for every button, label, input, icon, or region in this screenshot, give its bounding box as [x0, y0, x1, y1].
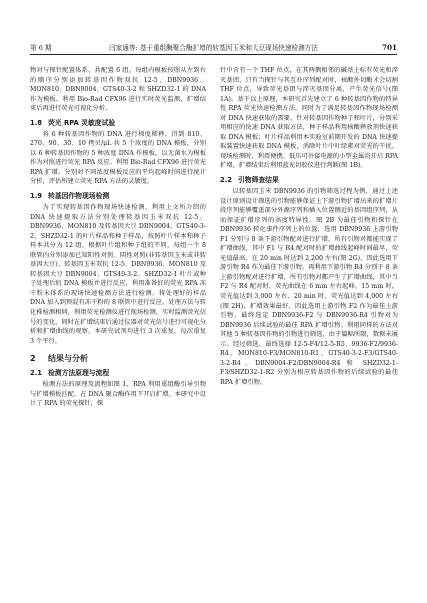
- paragraph: 将 6 种转基因作物的 DNA 进行梯度稀释，得到 810、270、90、30、10 拷贝/μL 共 5 个浓度的 DNA 模板，分别以 6 种转基因作物的 5 种浓度 DNA 作模板，以无菌水为模板作为对照进行荧光 RPA 反应。利用 Bio-Rad CFX96 进行荧光 RPA 扩增。分别对不同浓度模板反应的平均起峰时间进行统计分析，评估所建立荧光 RPA 方法的灵敏度。: [30, 130, 206, 186]
- heading-text: 结果与分析: [48, 354, 88, 364]
- heading-text: 引物筛查结果: [238, 176, 279, 185]
- left-column: [30, 66, 206, 409]
- subsection-heading: [30, 191, 206, 201]
- right-column: [220, 66, 398, 388]
- paragraph: 以转基因玉米 DBN9936 的引物筛选过程为例，通过上述设计原则设计筛选的引物能够保证上下游引物扩增出来的扩增片段序列能够覆盖部分外源序列和插入位置侧近的基因组序列，从而保证扩增序列的高度特异性。图 2B 为最佳引物和探针在 DBN9936 转化事件序列上的位置，选用 DBN9936 上游引物 F1 分别与 8 条下游引物配对进行扩增，所有引物对都能实现了扩增曲线，其中 F1 与 R4 配对时的扩增曲线起峰时间最早，荧光值最高，在 20 min 时达到 2,200 左右(图 2G)，因此选用下游引物 R4 作为最佳下游引物。再利用下游引物 R4 分别于 8 条上游引物配对进行扩增，所有引物对都产生了扩增曲线，其中当 F2 与 R4 配对时，荧光曲线在 6 min 左右起峰，15 min 时，荧光值达到 3,000 左右，20 min 时，荧光值达到 4,000 左右(图 2H)，扩增效果最好，因此选用上游引物 F2 作为最佳上游引物。最终选定 DBN9936-F2 与 DBN9936-R4 引物对为 DBN9936 后续试验的最佳 RPA 扩增引物。利用同样的方法对其他 5 种转基因作物的引物进行筛选，由于篇幅所限，数据未展示。经过筛选，最终选择 12-5-F4/12-5-R5、9936-F2/9936-R4、MON810-F3/MON810-R1、GTS40-3-2-F3/GTS40-3-2-R4、DBN9004-F2/DBN9004-R4 和 SHZD32-1-F3/SHZD32-1-R2 分别为相应转基因作物的后续试验的最佳 RPA 扩增引物。: [220, 188, 398, 386]
- subsection-heading: [30, 368, 206, 378]
- issue-number: 第 6 期: [30, 44, 52, 52]
- paragraph: 检测方法的原理及流程如图 1，RPA 利用重组酶引导引物与扩增模板匹配，在 DNA 聚合酶作用下开启扩增。本研究中设计了 RPA 的荧光探针，探: [30, 381, 206, 408]
- running-header: [30, 38, 397, 52]
- heading-number: 2: [30, 354, 36, 364]
- page-number: 701: [381, 43, 397, 52]
- paragraph: 为了实现转基因作物现场快速检测，利用上文所介绍的 DNA 快速提取方法分别处理转基因玉米双抗 12-5、DBN9936、MON810 及转基因大豆 DBN9004、GTS40-3-2、SHZD32-1 的叶片样品和种子样品，按照叶片样本和种子样本共分为 12 组，根据叶片组和种子组的不同，每组一个 8 联管内分别添加已知阳性对照、阴性对照(非转基因玉米或非转基因大豆)、转基因玉米双抗 12-5、DBN9936、MON810 及转基因大豆 DBN9004、GTS40-3-2、SHZD32-1 叶片或种子处理后的 DNA 模板并进行反应，利用准备好的荧光 RPA 冻干粉末体系的现场快速检测方法进行检测。将处理好的样品 DNA 加入到预混有冻干粉的 8 联管中进行反应，处理方法与转化株检测相同，利用荧光检测仪进行现场检测，实时监测荧光信号的变化，同时在扩增结束后通过仪器对荧光信号进行可视化分析和扩增曲线的观察。本研究试剂均进行 3 次重复，每次重复 3 个平行。: [30, 204, 206, 345]
- subsection-heading: [30, 118, 206, 128]
- subsection-heading: [220, 175, 398, 185]
- heading-number: 1.8: [30, 118, 43, 127]
- paragraph: 针中含有一个 THF 位点，在其两侧相邻的碱基上标有荧光和淬灭基团，只有当探针与其互补序列配对时，核酸外切酶才会切割 THF 位点，导致荧光基团与淬灭基团分离，产生荧光信号(图 1A)。基于以上原理，本研究首先建立了 6 种转基因作物的特异性 RPA 荧光快速检测方法。同时为了满足转基因作物现场检测对 DNA 快速获取的需要，针对转基因作物种子和叶片，分别采用相应的快速 DNA 获取方法，种子样品利用核酸释放剂快速获取 DNA 模板；叶片样品利用本实验室前期开发的 DNA 快速提取装置快速获取 DNA 模板，消除叶片中叶绿素对荧光的干扰。现场检测时，利用便携、低压可外接电源的小型金属浴开启 RPA 扩增，扩增结束后利用蓝光切胶仪进行判断(图 1B)。: [220, 67, 398, 170]
- heading-number: 2.1: [30, 369, 43, 378]
- heading-number: 1.9: [30, 192, 43, 201]
- heading-text: 荧光 RPA 灵敏度试验: [48, 118, 116, 127]
- heading-text: 检测方法原理与流程: [48, 369, 110, 378]
- section-heading: [30, 353, 206, 364]
- heading-number: 2.2: [220, 176, 233, 185]
- paragraph: 物对与探针配置体系，共配置 6 组。每组内模板按照从左到右的顺序分别添加转基因作物双抗 12-5、DBN9936、MON810、DBN9004、GTS40-3-2 和 SHZD32-1 的 DNA 作为模板。利用 Bio-Rad CFX96 进行实时荧光监测，扩增结束后再进行荧光可视化分析。: [30, 67, 206, 113]
- header-rule: [30, 54, 397, 55]
- heading-text: 转基因作物现场检测: [48, 192, 110, 201]
- running-title: 闫家通等: 基于重组酶聚合酶扩增的转基因玉米和大豆现场快速检测方法: [109, 44, 318, 52]
